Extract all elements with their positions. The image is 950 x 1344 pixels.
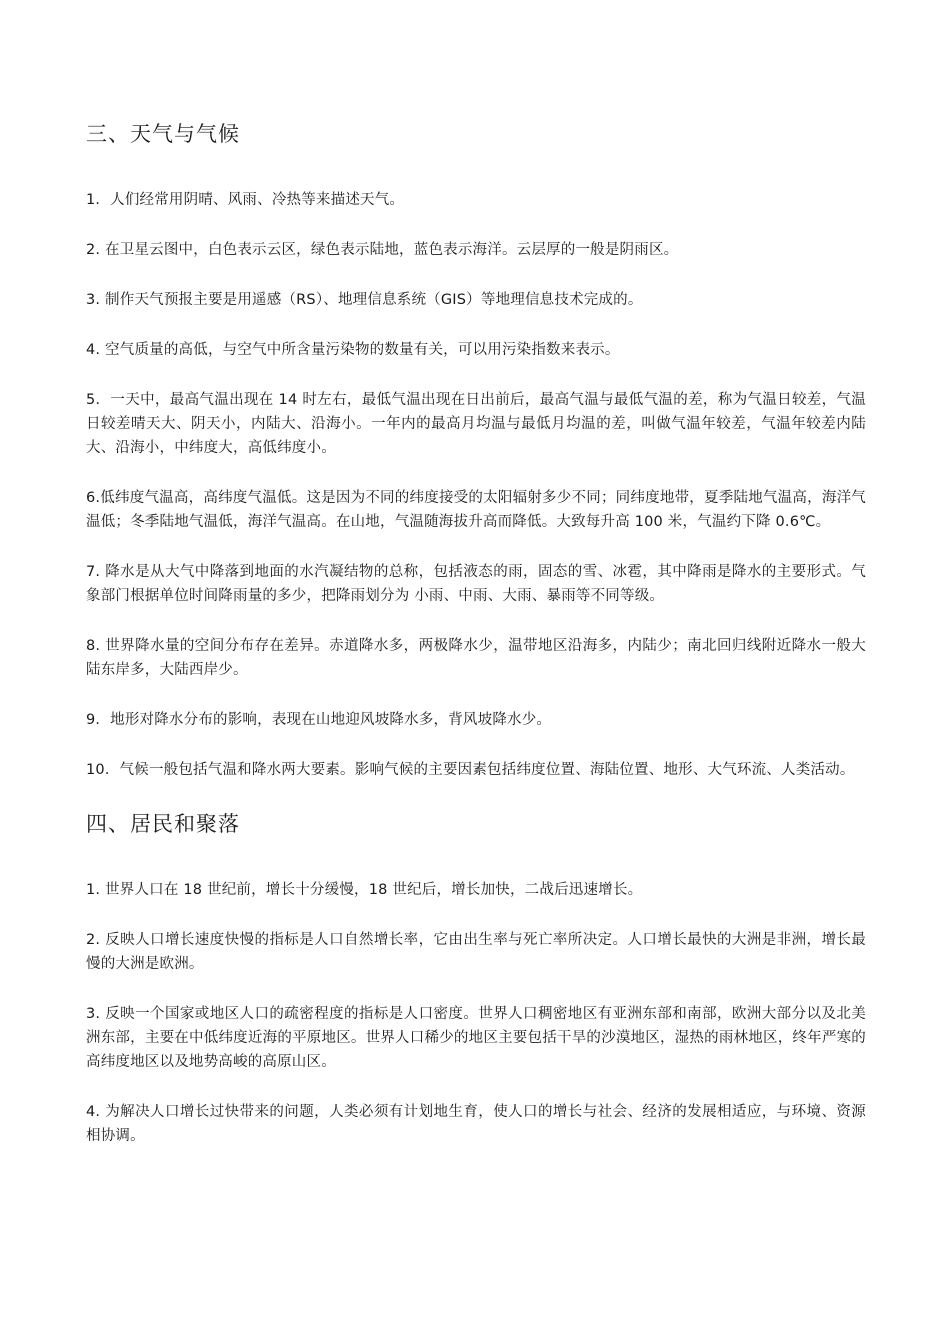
list-item: 5．一天中，最高气温出现在 14 时左右，最低气温出现在日出前后，最高气温与最低气温的差，称为气温日较差，气温日较差晴天大、阴天小，内陆大、沿海小。一年内的最高月均温与最低月均温的差，叫做气温年较差，气温年较差内陆大、沿海小，中纬度大，高低纬度小。 [86,392,866,456]
list-item: 9．地形对降水分布的影响，表现在山地迎风坡降水多，背风坡降水少。 [86,712,552,728]
list-item: 1. 世界人口在 18 世纪前，增长十分缓慢，18 世纪后，增长加快，二战后迅速增长。 [86,882,643,898]
list-item: 10．气候一般包括气温和降水两大要素。影响气候的主要因素包括纬度位置、海陆位置、地形、大气环流、人类活动。 [86,762,855,778]
list-item: 2. 反映人口增长速度快慢的指标是人口自然增长率，它由出生率与死亡率所决定。人口增长最快的大洲是非洲，增长最慢的大洲是欧洲。 [86,932,866,972]
section-title-weather-climate: 三、天气与气候 [86,122,240,146]
list-item: 6.低纬度气温高，高纬度气温低。这是因为不同的纬度接受的太阳辐射多少不同；同纬度地带，夏季陆地气温高，海洋气温低；冬季陆地气温低，海洋气温高。在山地，气温随海拔升高而降低。大致每升高 100 米，气温约下降 0.6℃。 [86,490,866,530]
list-item: 1．人们经常用阴晴、风雨、冷热等来描述天气。 [86,192,405,208]
list-item: 8. 世界降水量的空间分布存在差异。赤道降水多，两极降水少，温带地区沿海多，内陆少；南北回归线附近降水一般大陆东岸多，大陆西岸少。 [86,638,866,678]
list-item: 2. 在卫星云图中，白色表示云区，绿色表示陆地，蓝色表示海洋。云层厚的一般是阴雨区。 [86,242,679,258]
list-item: 3. 制作天气预报主要是用遥感（RS）、地理信息系统（GIS）等地理信息技术完成的。 [86,292,643,308]
section-title-residents-settlements: 四、居民和聚落 [86,812,240,836]
list-item: 3. 反映一个国家或地区人口的疏密程度的指标是人口密度。世界人口稠密地区有亚洲东部和南部，欧洲大部分以及北美洲东部，主要在中低纬度近海的平原地区。世界人口稀少的地区主要包括干旱的沙漠地区，湿热的雨林地区，终年严寒的高纬度地区以及地势高峻的高原山区。 [86,1006,866,1070]
list-item: 4. 空气质量的高低，与空气中所含量污染物的数量有关，可以用污染指数来表示。 [86,342,620,358]
document-content [86,118,866,1174]
list-item: 7. 降水是从大气中降落到地面的水汽凝结物的总称，包括液态的雨，固态的雪、冰雹，其中降雨是降水的主要形式。气象部门根据单位时间降雨量的多少，把降雨划分为 小雨、中雨、大雨、暴雨等不同等级。 [86,564,866,604]
list-item: 4. 为解决人口增长过快带来的问题，人类必须有计划地生育，使人口的增长与社会、经济的发展相适应，与环境、资源相协调。 [86,1104,866,1144]
